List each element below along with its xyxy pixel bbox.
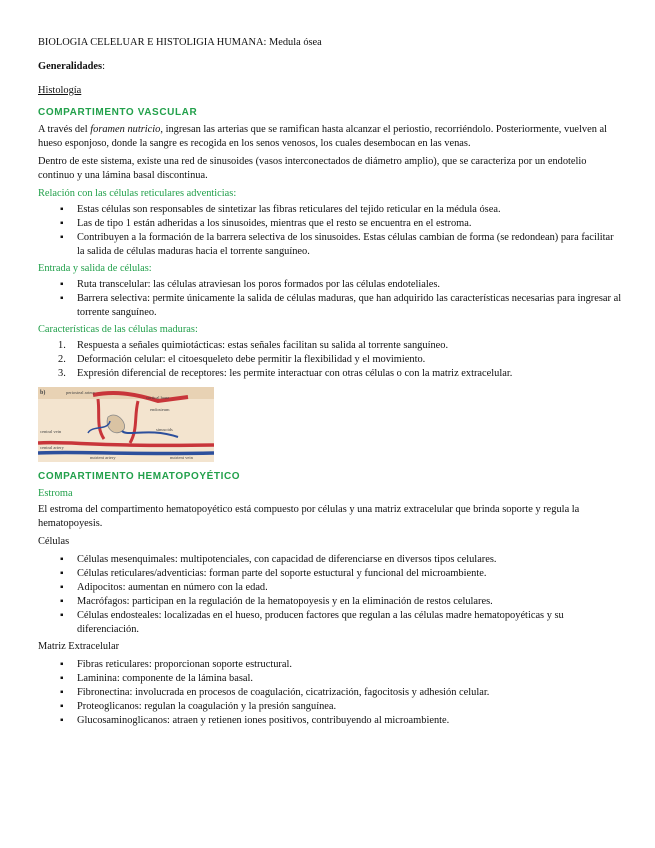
generalidades-label: Generalidades <box>38 61 103 72</box>
list-item: ▪ Células endosteales: localizadas en el hueso, producen factores que regulan a las células madre hematopoyéticas y su diferenciación. <box>38 609 622 637</box>
reticulares-list <box>38 203 622 259</box>
matriz-list <box>38 658 622 728</box>
list-item <box>38 353 622 367</box>
vascular-paragraph-2: Dentro de este sistema, existe una red de sinusoides (vasos interconectados de diámetro amplio), que se caracteriza por un endotelio continuo y una lámina basal discontinua. <box>38 156 587 181</box>
maduras-heading: Características de las células maduras: <box>38 324 198 335</box>
list-item: ▪ Fibras reticulares: proporcionan soporte estructural. <box>38 658 622 672</box>
list-item: ▪ Macrófagos: participan en la regulación de la hematopoyesis y en la eliminación de restos celulares. <box>38 595 622 609</box>
label-cortical-bone: cortical bone <box>146 395 170 400</box>
vascular-paragraph-1 <box>38 123 622 151</box>
entrada-heading: Entrada y salida de células: <box>38 263 152 274</box>
generalidades-heading <box>38 60 622 74</box>
reticulares-heading: Relación con las células reticulares adventicias: <box>38 188 237 199</box>
maduras-list <box>38 339 622 381</box>
p1-post: , ingresan las arterias que se ramifican hasta alcanzar el periostio, recorriéndolo. Posteriormente, vuelven al hueso esponjoso, donde la sangre es recogida en los senos venosos, los cuales desembocan en las venas. <box>38 124 607 149</box>
p1-pre: A través del <box>38 124 91 135</box>
list-item <box>38 339 622 353</box>
entrada-list <box>38 278 622 320</box>
p1-emphasis: foramen nutricio <box>90 124 161 135</box>
celulas-heading: Células <box>38 536 70 547</box>
estroma-paragraph: El estroma del compartimento hematopoyético está compuesto por células y una matriz extracelular que brinda soporte y regula la hematopoyesis. <box>38 504 580 529</box>
list-item: ▪ Las de tipo 1 están adheridas a los sinusoides, mientras que el resto se encuentra en el estroma. <box>38 217 622 231</box>
list-item: ▪ Barrera selectiva: permite únicamente la salida de células maduras, que han adquirido las características necesarias para ingresar al torrente sanguíneo. <box>38 292 622 320</box>
list-text: Expresión diferencial de receptores: les permite interactuar con otras células o con la matriz extracelular. <box>77 368 513 379</box>
list-number: 2. <box>58 354 66 365</box>
list-text: Deformación celular: el citoesqueleto debe permitir la flexibilidad y el movimiento. <box>77 354 426 365</box>
list-text: Respuesta a señales quimiotácticas: estas señales facilitan su salida al torrente sanguíneo. <box>77 340 449 351</box>
list-item: ▪ Estas células son responsables de sintetizar las fibras reticulares del tejido reticular en la médula ósea. <box>38 203 622 217</box>
label-sinusoids: sinusoids <box>156 427 173 432</box>
label-periosteal-artery: periosteal artery <box>66 390 96 395</box>
document-title <box>38 36 622 50</box>
bone-marrow-vascular-figure <box>38 387 214 462</box>
title-main: BIOLOGIA CELELUAR E HISTOLIGIA HUMANA <box>38 37 264 48</box>
estroma-heading: Estroma <box>38 488 73 499</box>
label-central-vein: central vein <box>40 429 62 434</box>
label-endosteum: endosteum <box>150 407 170 412</box>
list-item: ▪ Glucosaminoglicanos: atraen y retienen iones positivos, contribuyendo al microambiente. <box>38 714 622 728</box>
list-item: ▪ Células reticulares/adventicias: forman parte del soporte estuctural y funcional del microambiente. <box>38 567 622 581</box>
list-item: ▪ Contribuyen a la formación de la barrera selectiva de los sinusoides. Estas células cambian de forma (se redondean) para facilitar la salida de células maduras hacia el torrente sanguíneo. <box>38 231 622 259</box>
label-nutrient-artery: nutrient artery <box>90 455 116 460</box>
title-topic: : Medula ósea <box>263 37 322 48</box>
list-item: ▪ Laminina: componente de la lámina basal. <box>38 672 622 686</box>
list-item <box>38 367 622 381</box>
central-vein-vessel <box>38 452 214 453</box>
hemato-heading: COMPARTIMENTO HEMATOPOYÉTICO <box>38 471 241 482</box>
list-item: ▪ Células mesenquimales: multipotenciales, con capacidad de diferenciarse en diversos tipos celulares. <box>38 553 622 567</box>
generalidades-colon: : <box>102 61 105 72</box>
list-item: ▪ Proteoglicanos: regulan la coagulación y la presión sanguínea. <box>38 700 622 714</box>
celulas-list <box>38 553 622 637</box>
list-item: ▪ Fibronectina: involucrada en procesos de coagulación, cicatrización, fagocitosis y adhesión celular. <box>38 686 622 700</box>
list-number: 1. <box>58 340 66 351</box>
matriz-heading: Matriz Extracelular <box>38 641 120 652</box>
vascular-heading: COMPARTIMENTO VASCULAR <box>38 107 198 118</box>
histologia-heading: Histología <box>38 85 82 96</box>
list-item: ▪ Ruta transcelular: las células atraviesan los poros formados por las células endoteliales. <box>38 278 622 292</box>
list-number: 3. <box>58 368 66 379</box>
label-central-artery: central artery <box>40 445 64 450</box>
document-page <box>38 36 622 731</box>
list-item: ▪ Adipocitos: aumentan en número con la edad. <box>38 581 622 595</box>
label-nutrient-vein: nutrient vein <box>170 455 193 460</box>
figure-panel-label: b) <box>40 390 46 396</box>
